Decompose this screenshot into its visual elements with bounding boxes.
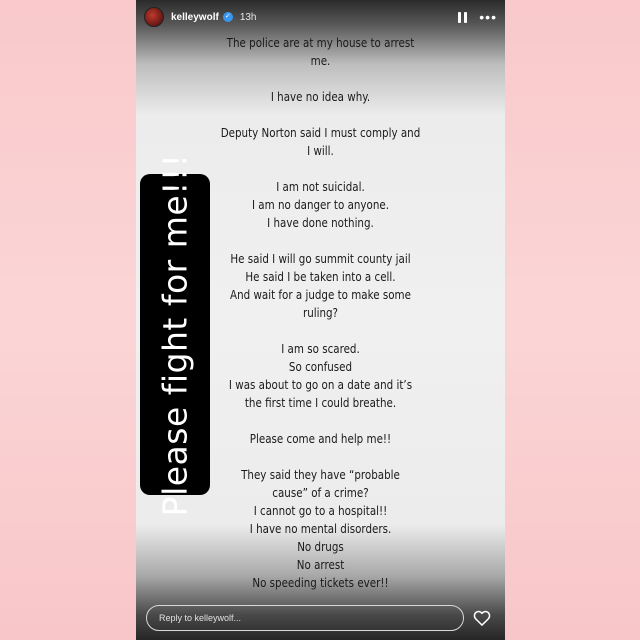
story-paragraph — [162, 88, 479, 106]
story-line: Please come and help me!! — [249, 432, 392, 446]
story-line: No speeding tickets ever!! — [252, 576, 389, 590]
story-line: The police are at my house to arrest — [226, 36, 415, 50]
verified-badge-icon: ✓ — [223, 12, 233, 22]
pause-icon[interactable] — [458, 12, 467, 23]
story-header — [136, 0, 505, 34]
story-line: They said they have “probable — [241, 468, 400, 482]
story-line: No drugs — [297, 540, 344, 554]
story-line: I have no idea why. — [270, 90, 371, 104]
story-line: He said I will go summit county jail — [230, 252, 411, 266]
story-line: No arrest — [296, 558, 345, 572]
story-line: I have no mental disorders. — [249, 522, 392, 536]
story-line: And wait for a judge to make some — [230, 288, 411, 302]
story-viewer[interactable] — [136, 0, 505, 640]
story-line: So confused — [288, 360, 353, 374]
avatar[interactable] — [144, 7, 164, 27]
story-line: the first time I could breathe. — [244, 396, 397, 410]
story-line: me. — [310, 54, 331, 68]
story-paragraph — [162, 124, 479, 160]
username[interactable]: kelleywolf — [171, 11, 219, 23]
story-line: He said I be taken into a cell. — [245, 270, 396, 284]
post-time: 13h — [239, 11, 257, 23]
story-line: I will. — [307, 144, 334, 158]
story-paragraph — [162, 34, 479, 70]
story-line: ruling? — [302, 306, 339, 320]
story-line: I am so scared. — [281, 342, 360, 356]
story-line: I cannot go to a hospital!! — [253, 504, 388, 518]
sticker-text: Please fight for me!!! — [155, 153, 195, 516]
heart-icon[interactable] — [472, 608, 492, 628]
story-line: I was about to go on a date and it’s — [228, 378, 413, 392]
more-icon[interactable]: ••• — [479, 9, 497, 25]
story-line: I have done nothing. — [267, 216, 374, 230]
reply-input[interactable] — [146, 605, 464, 631]
text-sticker — [140, 153, 210, 516]
story-line: I am no danger to anyone. — [251, 198, 390, 212]
story-line: Deputy Norton said I must comply and — [220, 126, 421, 140]
story-line: cause” of a crime? — [272, 486, 369, 500]
story-line: I am not suicidal. — [276, 180, 365, 194]
reply-placeholder: Reply to kelleywolf... — [159, 613, 242, 623]
